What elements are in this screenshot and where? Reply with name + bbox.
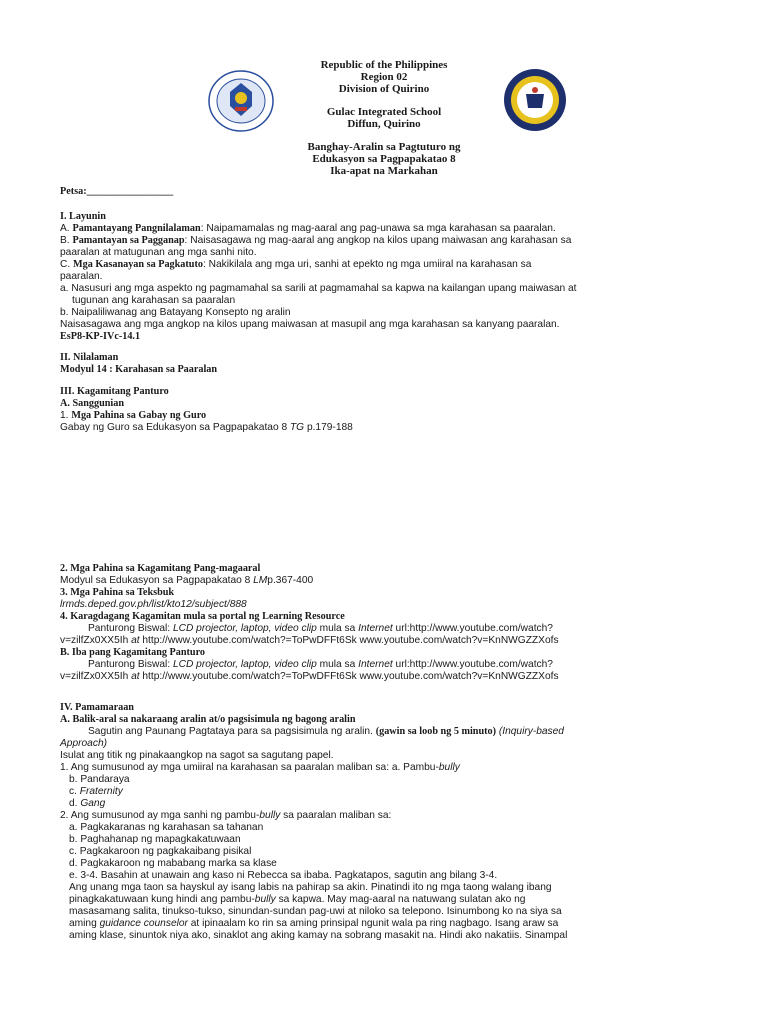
header-line-region: Region 02 bbox=[360, 71, 408, 83]
panturong-biswal-2: Panturong Biswal: LCD projector, laptop, video clip mula sa Internet url:http://www.youtube.com/watch? bbox=[88, 659, 553, 670]
rebecca-case-line-3: masasamang salita, tinukso-tukso, sinundan-sundan pag-uwi at niloko sa telepono. Isinumbong ko na siya sa bbox=[69, 906, 562, 917]
rebecca-case-line-5: aming klase, sinuntok niya ako, sinaklot ang aking kamay na sobrang masakit na. Hindi ako nakatiis. Sinampal bbox=[69, 930, 568, 941]
section-1-heading: I. Layunin bbox=[60, 211, 106, 222]
teksbuk-link[interactable]: lrmds.deped.gov.ph/list/kto12/subject/888 bbox=[60, 599, 247, 610]
competency-code: EsP8-KP-IVc-14.1 bbox=[60, 331, 141, 342]
objective-b: B. Pamantayan sa Pagganap: Naisasagawa ng mag-aaral ang angkop na kilos upang maiwasan ang karahasan sa bbox=[60, 235, 572, 246]
header-school-address: Diffun, Quirino bbox=[347, 118, 421, 130]
question-2-c: c. Pagkakaroon ng pagkakaibang pisikal bbox=[69, 846, 252, 857]
panturong-biswal-2-links[interactable]: v=zilfZx0XX5Ih at http://www.youtube.com/watch?=ToPwDFFt6Sk www.youtube.com/watch?v=KnNWGZZXofs bbox=[60, 671, 559, 682]
question-2-a: a. Pagkakaranas ng karahasan sa tahanan bbox=[69, 822, 264, 833]
section-3-heading: III. Kagamitang Panturo bbox=[60, 386, 169, 397]
header-school-name: Gulac Integrated School bbox=[326, 106, 442, 118]
panturong-biswal-1-links[interactable]: v=zilfZx0XX5Ih at http://www.youtube.com/watch?=ToPwDFFt6Sk www.youtube.com/watch?v=KnNWGZZXofs bbox=[60, 635, 559, 646]
objective-la-cont: tugunan ang karahasan sa paaralan bbox=[72, 295, 236, 306]
petsa-line: Petsa:_________________ bbox=[60, 186, 174, 197]
question-2-e: e. 3-4. Basahin at unawain ang kaso ni Rebecca sa ibaba. Pagkatapos, sagutin ang bilang 3-4. bbox=[69, 870, 498, 881]
header-line-republic: Republic of the Philippines bbox=[320, 59, 448, 71]
question-1-c: c. Fraternity bbox=[69, 786, 123, 797]
kagamitang-mag-aaral-heading: 2. Mga Pahina sa Kagamitang Pang-magaaral bbox=[60, 563, 261, 574]
modyul-reference: Modyul sa Edukasyon sa Pagpapakatao 8 LMp.367-400 bbox=[60, 575, 314, 586]
objective-lb: b. Naipaliliwanag ang Batayang Konsepto ng aralin bbox=[60, 307, 291, 318]
portal-heading: 4. Karagdagang Kagamitan mula sa portal ng Learning Resource bbox=[60, 611, 345, 622]
isulat-instruction: Isulat ang titik ng pinakaangkop na sagot sa sagutang papel. bbox=[60, 750, 334, 761]
header-quarter: Ika-apat na Markahan bbox=[330, 165, 438, 177]
rebecca-case-line-2: pinagkakatuwaan kung hindi ang pambu-bully sa kapwa. May mag-aaral na natuwang sulatan ako ng bbox=[69, 894, 526, 905]
objective-a: A. Pamantayang Pangnilalaman: Naipamamalas ng mag-aaral ang pag-unawa sa mga karahasan sa paaralan. bbox=[60, 223, 556, 234]
question-2: 2. Ang sumusunod ay mga sanhi ng pambu-bully sa paaralan maliban sa: bbox=[60, 810, 392, 821]
iba-pang-kagamitan-heading: B. Iba pang Kagamitang Panturo bbox=[60, 647, 206, 658]
gabay-reference: Gabay ng Guro sa Edukasyon sa Pagpapakatao 8 TG p.179-188 bbox=[60, 422, 353, 433]
modyul-title: Modyul 14 : Karahasan sa Paaralan bbox=[60, 364, 218, 375]
panturong-biswal-1: Panturong Biswal: LCD projector, laptop, video clip mula sa Internet url:http://www.youtube.com/watch? bbox=[88, 623, 553, 634]
objective-note: Naisasagawa ang mga angkop na kilos upang maiwasan at masupil ang mga karahasan sa kanyang paaralan. bbox=[60, 319, 560, 330]
objective-c-cont: paaralan. bbox=[60, 271, 103, 282]
rebecca-case-line-1: Ang unang mga taon sa hayskul ay isang labis na pahirap sa akin. Pinatindi ito ng mga taong walang ibang bbox=[69, 882, 552, 893]
header-line-division: Division of Quirino bbox=[338, 83, 430, 95]
objective-b-cont: paaralan at matugunan ang mga sanhi nito. bbox=[60, 247, 257, 258]
question-2-b: b. Paghahanap ng mapagkakatuwaan bbox=[69, 834, 241, 845]
question-1: 1. Ang sumusunod ay mga umiiral na karahasan sa paaralan maliban sa: a. Pambu-bully bbox=[60, 762, 460, 773]
rebecca-case-line-4: aming guidance counselor at ipinaalam ko rin sa aming prinsipal ngunit wala pa ring nagbago. Isang araw sa bbox=[69, 918, 559, 929]
question-2-d: d. Pagkakaroon ng mababang marka sa klase bbox=[69, 858, 277, 869]
sanggunian-heading: A. Sanggunian bbox=[60, 398, 124, 409]
section-4-heading: IV. Pamamaraan bbox=[60, 702, 134, 713]
balik-aral-heading: A. Balik-aral sa nakaraang aralin at/o pagsisimula ng bagong aralin bbox=[60, 714, 356, 725]
objective-c: C. Mga Kasanayan sa Pagkatuto: Nakikilala ang mga uri, sanhi at epekto ng mga umiiral na karahasan sa bbox=[60, 259, 532, 270]
gabay-heading: 1. Mga Pahina sa Gabay ng Guro bbox=[60, 410, 207, 421]
header-title-2: Edukasyon sa Pagpapakatao 8 bbox=[312, 153, 456, 165]
sagutin-instruction: Sagutin ang Paunang Pagtataya para sa pagsisimula ng aralin. (gawin sa loob ng 5 minuto) (Inquiry-based bbox=[88, 726, 564, 737]
sagutin-approach: Approach) bbox=[60, 738, 108, 749]
header-title-1: Banghay-Aralin sa Pagtuturo ng bbox=[307, 141, 461, 153]
objective-la: a. Nasusuri ang mga aspekto ng pagmamahal sa sarili at pagmamahal sa kapwa na kailangan upang maiwasan at bbox=[60, 283, 577, 294]
question-1-d: d. Gang bbox=[69, 798, 106, 809]
section-2-heading: II. Nilalaman bbox=[60, 352, 119, 363]
teksbuk-heading: 3. Mga Pahina sa Teksbuk bbox=[60, 587, 175, 598]
question-1-b: b. Pandaraya bbox=[69, 774, 130, 785]
